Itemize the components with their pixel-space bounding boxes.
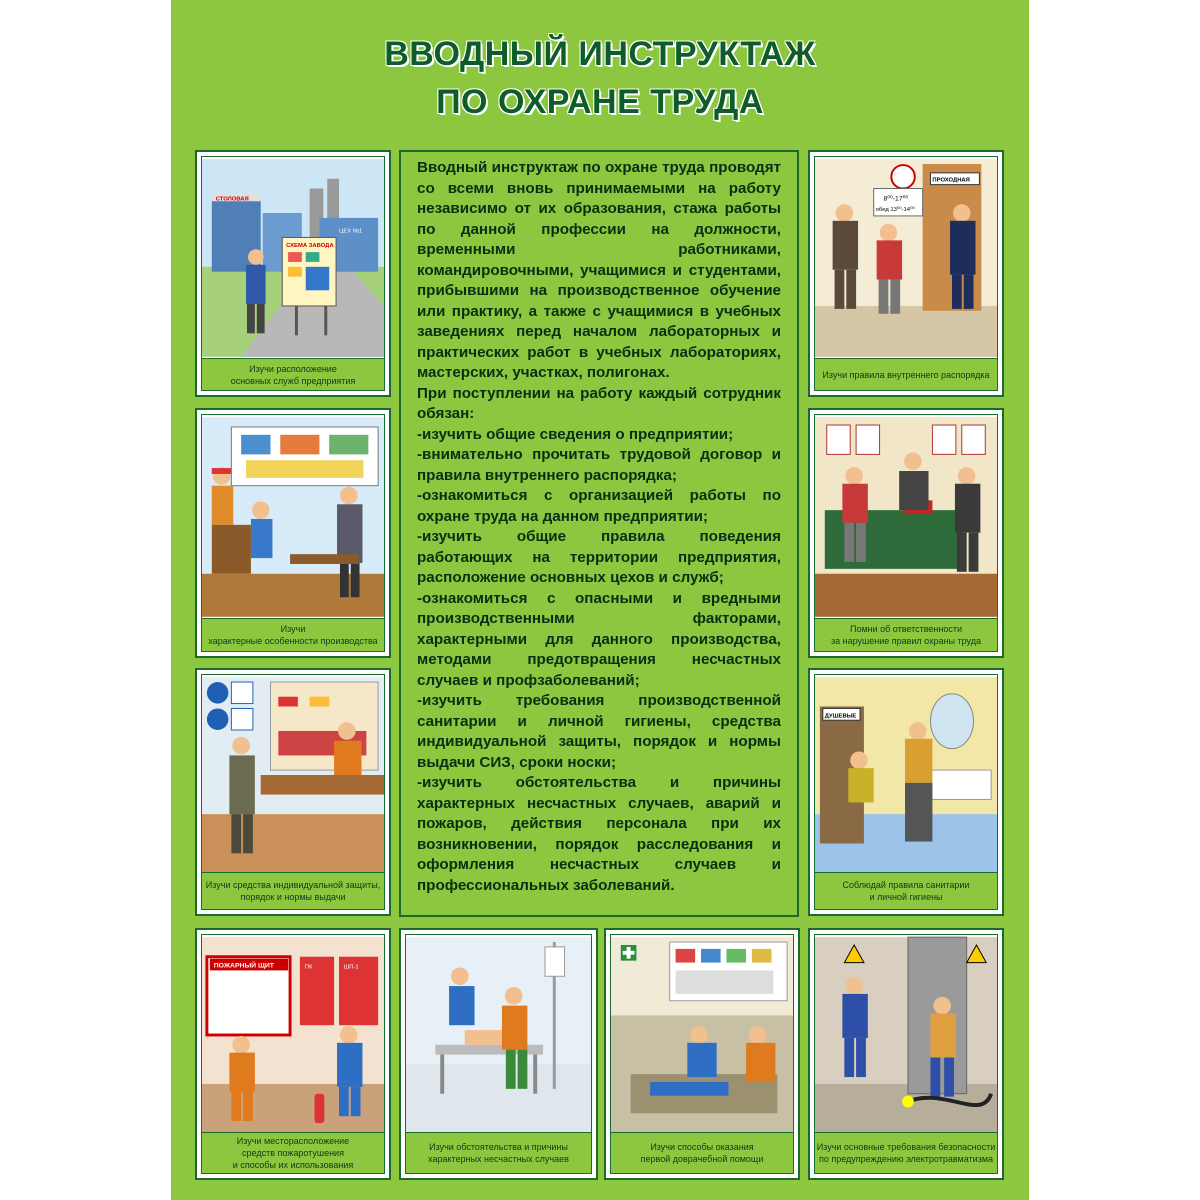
sign-checkpoint: ПРОХОДНАЯ (932, 177, 970, 184)
panel-accidents (399, 928, 598, 1180)
caption-line: характерные особенности производства (208, 636, 378, 646)
caption-line: первой доврачебной помощи (640, 1154, 764, 1164)
caption-fire-equipment (201, 1132, 385, 1174)
duty-item: -изучить общие сведения о предприятии; (417, 425, 734, 443)
caption-line: характерных несчастных случаев (428, 1154, 569, 1164)
title-line-1: ВВОДНЫЙ ИНСТРУКТАЖ (384, 35, 816, 73)
caption-line: и способы их использования (232, 1160, 354, 1170)
duty-item: -ознакомиться с организацией работы по охране труда на данном предприятии; (417, 487, 781, 525)
caption-hygiene (814, 872, 998, 910)
poster-title (171, 30, 1029, 126)
caption-line: Изучи основные требования безопасности (816, 1142, 996, 1152)
caption-production-specifics (201, 618, 385, 652)
duty-item: -ознакомиться с опасными и вредными производственными факторами, характерными для данного производства, методами предотвращения несчастных случаев и профзаболеваний; (417, 589, 781, 689)
main-text-box (399, 150, 799, 917)
duty-item: -изучить требования производственной санитарии и личной гигиены, средства индивидуальной защиты, порядок и нормы выдачи СИЗ, сроки носки; (417, 692, 781, 771)
caption-line: порядок и нормы выдачи (240, 892, 346, 902)
illustration-office (814, 414, 998, 620)
caption-line: Изучи расположение (249, 363, 337, 374)
caption-ppe (201, 872, 385, 910)
illustration-accident (405, 934, 592, 1136)
caption-factory-layout (201, 358, 385, 391)
caption-line: Изучи средства индивидуальной защиты, (205, 880, 381, 890)
caption-line: Изучи правила внутреннего распорядка (822, 369, 990, 380)
panel-internal-rules (808, 150, 1004, 397)
sign-workshop: ЦЕХ №1 (338, 228, 363, 235)
illustration-factory (201, 156, 385, 360)
panel-factory-layout (195, 150, 391, 397)
caption-line: Изучи (280, 624, 306, 634)
panel-responsibility (808, 408, 1004, 658)
intro-paragraph: Вводный инструктаж по охране труда проводят со всеми вновь принимаемыми на работу независимо от их образования, стажа работы по данной профессии на должности, временными работниками, командировочными, учащимися и студентами, прибывшими на производственное обучение или практику, а также с учащимися в учебных заведениях перед началом лабораторных и практических работ в учебных лабораториях, мастерских, участках, полигонах. (417, 159, 781, 381)
caption-line: основных служб предприятия (230, 375, 356, 386)
illustration-electrical (814, 934, 998, 1136)
caption-line: Соблюдай правила санитарии (842, 880, 970, 890)
illustration-classroom (201, 414, 385, 620)
caption-line: за нарушение правил охраны труда (830, 636, 982, 646)
caption-line: и личной гигиены (869, 892, 943, 902)
sign-lunch-hours: обед 13⁰⁰-14⁰⁰ (875, 207, 915, 214)
illustration-washroom (814, 674, 998, 876)
caption-line: Изучи обстоятельства и причины (429, 1142, 568, 1152)
sign-canteen: СТОЛОВАЯ (215, 196, 249, 203)
panel-electrical-safety (808, 928, 1004, 1180)
sign-pk: ПК (304, 964, 313, 971)
sign-factory-plan: СХЕМА ЗАВОДА (286, 243, 334, 250)
title-line-2: ПО ОХРАНЕ ТРУДА (436, 83, 764, 121)
illustration-first-aid (610, 934, 794, 1136)
caption-first-aid (610, 1132, 794, 1174)
illustration-ppe-store (201, 674, 385, 876)
caption-line: Изучи месторасположение (236, 1136, 350, 1146)
duty-item: -изучить обстоятельства и причины характерных несчастных случаев, аварий и пожаров, действия персонала при их возникновении, порядок расследования и оформления несчастных случаев и профессиональных заболеваний. (417, 774, 781, 894)
caption-line: средств пожаротушения (242, 1148, 344, 1158)
sign-fire-board: ПОЖАРНЫЙ ЩИТ (213, 962, 274, 970)
panel-hygiene (808, 668, 1004, 916)
caption-line: по предупреждению электротравматизма (818, 1154, 994, 1164)
caption-responsibility (814, 618, 998, 652)
illustration-checkpoint (814, 156, 998, 360)
caption-internal-rules (814, 358, 998, 391)
sign-work-hours: 8⁰⁰-17⁰⁰ (883, 195, 909, 203)
panel-ppe (195, 668, 391, 916)
illustration-fire-board (201, 934, 385, 1136)
duty-item: -изучить общие правила поведения работающих на территории предприятия, расположение основных цехов и служб; (417, 528, 781, 586)
panel-production-specifics (195, 408, 391, 658)
caption-electrical-safety (814, 1132, 998, 1174)
duty-intro: При поступлении на работу каждый сотрудник обязан: (417, 384, 781, 422)
panel-fire-equipment (195, 928, 391, 1180)
caption-accidents (405, 1132, 592, 1174)
duty-item: -внимательно прочитать трудовой договор и правила внутреннего распорядка; (417, 446, 781, 484)
caption-line: Изучи способы оказания (650, 1142, 754, 1152)
caption-line: Помни об ответственности (849, 624, 963, 634)
sign-showers: ДУШЕВЫЕ (824, 713, 857, 720)
sign-shp: ШП-1 (343, 964, 359, 971)
panel-first-aid (604, 928, 800, 1180)
